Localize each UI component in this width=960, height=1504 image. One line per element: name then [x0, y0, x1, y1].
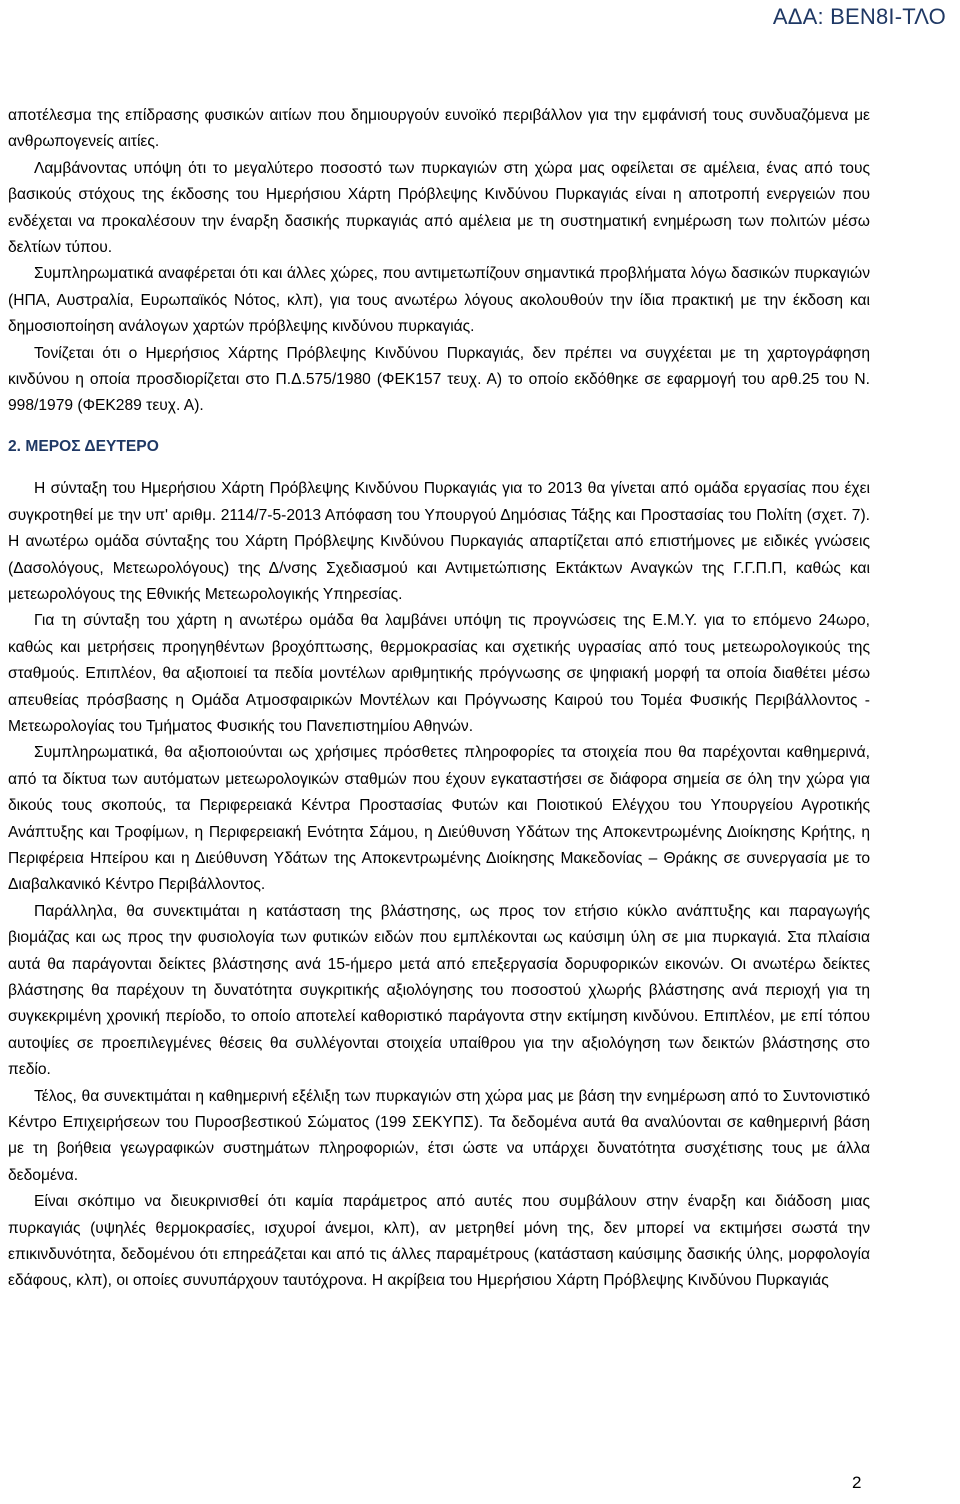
section-heading: 2. ΜΕΡΟΣ ΔΕΥΤΕΡΟ: [8, 437, 159, 455]
paragraph-stations: Συμπληρωματικά, θα αξιοποιούνται ως χρήσιμες πρόσθετες πληροφορίες τα στοιχεία που θα παρέχονται καθημερινά, από τα δίκτυα των αυτόματων μετεωρολογικών σταθμών που έχουν εγκαταστήσει σε διάφορα σημεία σε όλη την χώρα για δικούς τους σκοπούς, τα Περιφερειακά Κέντρα Προστασίας Φυτών και Ποιοτικού Ελέγχου του Υπουργείου Αγροτικής Ανάπτυξης και Τροφίμων, η Περιφερειακή Ενότητα Σάμου, η Διεύθυνση Υδάτων της Αποκεντρωμένης Διοίκησης Κρήτης, η Περιφέρεια Ηπείρου και η Διεύθυνση Υδάτων της Αποκεντρωμένης Διοίκησης Μακεδονίας – Θράκης σε συνεργασία με το Διαβαλκανικό Κέντρο Περιβάλλοντος.: [8, 744, 870, 894]
ada-code: ΑΔΑ: ΒΕΝ8Ι-ΤΛΟ: [772, 4, 946, 29]
paragraph-forecasts: Για τη σύνταξη του χάρτη η ανωτέρω ομάδα θα λαμβάνει υπόψη τις προγνώσεις της Ε.Μ.Υ. για το επόμενο 24ωρο, καθώς και μετρήσεις προηγηθέντων βροχόπτωσης, θερμοκρασίας και σχετικής υγρασίας από τους μετεωρολογικούς της σταθμούς. Επιπλέον, θα αξιοποιεί τα πεδία μοντέλων αριθμητικής πρόγνωσης σε ψηφιακή μορφή τα οποία διαθέτει μέσω απευθείας πρόσβασης η Ομάδα Ατμοσφαιρικών Μοντέλων και Πρόγνωσης Καιρού του Τομέα Φυσικής Περιβάλλοντος - Μετεωρολογίας του Τμήματος Φυσικής του Πανεπιστημίου Αθηνών.: [8, 612, 870, 735]
paragraph-parameters: Είναι σκόπιμο να διευκρινισθεί ότι καμία παράμετρος από αυτές που συμβάλουν στην έναρξη και διάδοση μιας πυρκαγιάς (υψηλές θερμοκρασίες, ισχυροί άνεμοι, κλπ), αν μετρηθεί μόνη της, δεν μπορεί να εκτιμήσει σωστά την επικινδυνότητα, δεδομένου ότι επηρεάζεται και από τις άλλες παραμέτρους (κατάσταση καύσιμης δασικής ύλης, μορφολογία εδάφους, κλπ), οι οποίες συνυπάρχουν ταυτόχρονα. Η ακρίβεια του Ημερήσιου Χάρτη Πρόβλεψης Κινδύνου Πυρκαγιάς: [8, 1193, 870, 1290]
paragraph-other-countries: Συμπληρωματικά αναφέρεται ότι και άλλες χώρες, που αντιμετωπίζουν σημαντικά προβλήματα λόγω δασικών πυρκαγιών (ΗΠΑ, Αυστραλία, Ευρωπαϊκός Νότος, κλπ), για τους ανωτέρω λόγους ακολουθούν την ίδια πρακτική με την έκδοση και δημοσιοποίηση ανάλογων χαρτών πρόβλεψης κινδύνου πυρκαγιάς.: [8, 265, 870, 336]
paragraph-vegetation: Παράλληλα, θα συνεκτιμάται η κατάσταση της βλάστησης, ως προς τον ετήσιο κύκλο ανάπτυξης και παραγωγής βιομάζας και ως προς την φυσιολογία των φυτικών ειδών που εμπλέκονται ως καύσιμη ύλη σε μια πυρκαγιά. Στα πλαίσια αυτά θα παράγονται δείκτες βλάστησης ανά 15-ήμερο μετά από επεξεργασία δορυφορικών εικονών. Οι ανωτέρω δείκτες βλάστησης θα παρέχουν τη δυνατότητα συγκριτικής αξιολόγησης του ποσοστού χλωρής βλάστησης ανά περιοχή για τη συγκεκριμένη χρονική περίοδο, το οποίο αποτελεί καθοριστικό παράγοντα στην εκτίμηση κινδύνου. Επιπλέον, με επί τόπου αυτοψίες σε προεπιλεγμένες θέσεις θα συλλέγονται στοιχεία υπαίθρου για την αξιολόγηση των δεικτών βλάστησης στο πεδίο.: [8, 902, 870, 1079]
page-number: 2: [852, 1473, 862, 1492]
paragraph-working-group: Η σύνταξη του Ημερήσιου Χάρτη Πρόβλεψης Κινδύνου Πυρκαγιάς για το 2013 θα γίνεται από ομάδα εργασίας που έχει συγκροτηθεί με την υπ' αριθμ. 2114/7-5-2013 Απόφαση του Υπουργού Δημόσιας Τάξης και Προστασίας του Πολίτη (σχετ. 7). Η ανωτέρω ομάδα σύνταξης του Χάρτη Πρόβλεψης Κινδύνου Πυρκαγιάς απαρτίζεται από επιστήμονες με ειδικές γνώσεις (Δασολόγους, Μετεωρολόγους) της Δ/νσης Σχεδιασμού και Αντιμετώπισης Εκτάκτων Αναγκών της Γ.Γ.Π.Π, καθώς και μετεωρολόγους της Εθνικής Μετεωρολογικής Υπηρεσίας.: [8, 480, 870, 603]
paragraph-negligence: Λαμβάνοντας υπόψη ότι το μεγαλύτερο ποσοστό των πυρκαγιών στη χώρα μας οφείλεται σε αμέλεια, ένας από τους βασικούς στόχους της έκδοσης του Ημερήσιου Χάρτη Πρόβλεψης Κινδύνου Πυρκαγιάς είναι η αποτροπή ενεργειών που ενδέχεται να προκαλέσουν την έναρξη δασικής πυρκαγιάς από αμέλεια με τη συστηματική ενημέρωση των πολιτών μέσω δελτίων τύπου.: [8, 159, 870, 257]
paragraph-risk-mapping: Τονίζεται ότι ο Ημερήσιος Χάρτης Πρόβλεψης Κινδύνου Πυρκαγιάς, δεν πρέπει να συγχέεται με τη χαρτογράφηση κινδύνου η οποία προσδιορίζεται στο Π.Δ.575/1980 (ΦΕΚ157 τευχ. Α) το οποίο εκδόθηκε σε εφαρμογή του αρθ.25 του Ν. 998/1979 (ΦΕΚ289 τευχ. Α).: [8, 344, 870, 415]
document-body: [8, 103, 870, 1295]
paragraph-fire-evolution: Τέλος, θα συνεκτιμάται η καθημερινή εξέλιξη των πυρκαγιών στη χώρα μας με βάση την ενημέρωση από το Συντονιστικό Κέντρο Επιχειρήσεων του Πυροσβεστικού Σώματος (199 ΣΕΚΥΠΣ). Τα δεδομένα αυτά θα αναλύονται σε καθημερινή βάση με τη βοήθεια γεωγραφικών συστημάτων πληροφοριών, έτσι ώστε να υπάρχει δυνατότητα συσχέτισης τους με άλλα δεδομένα.: [8, 1087, 870, 1184]
paragraph-intro: αποτέλεσμα της επίδρασης φυσικών αιτίων που δημιουργούν ευνοϊκό περιβάλλον για την εμφάνισή τους συνδυαζόμενα με ανθρωπογενείς αιτίες.: [8, 107, 870, 151]
